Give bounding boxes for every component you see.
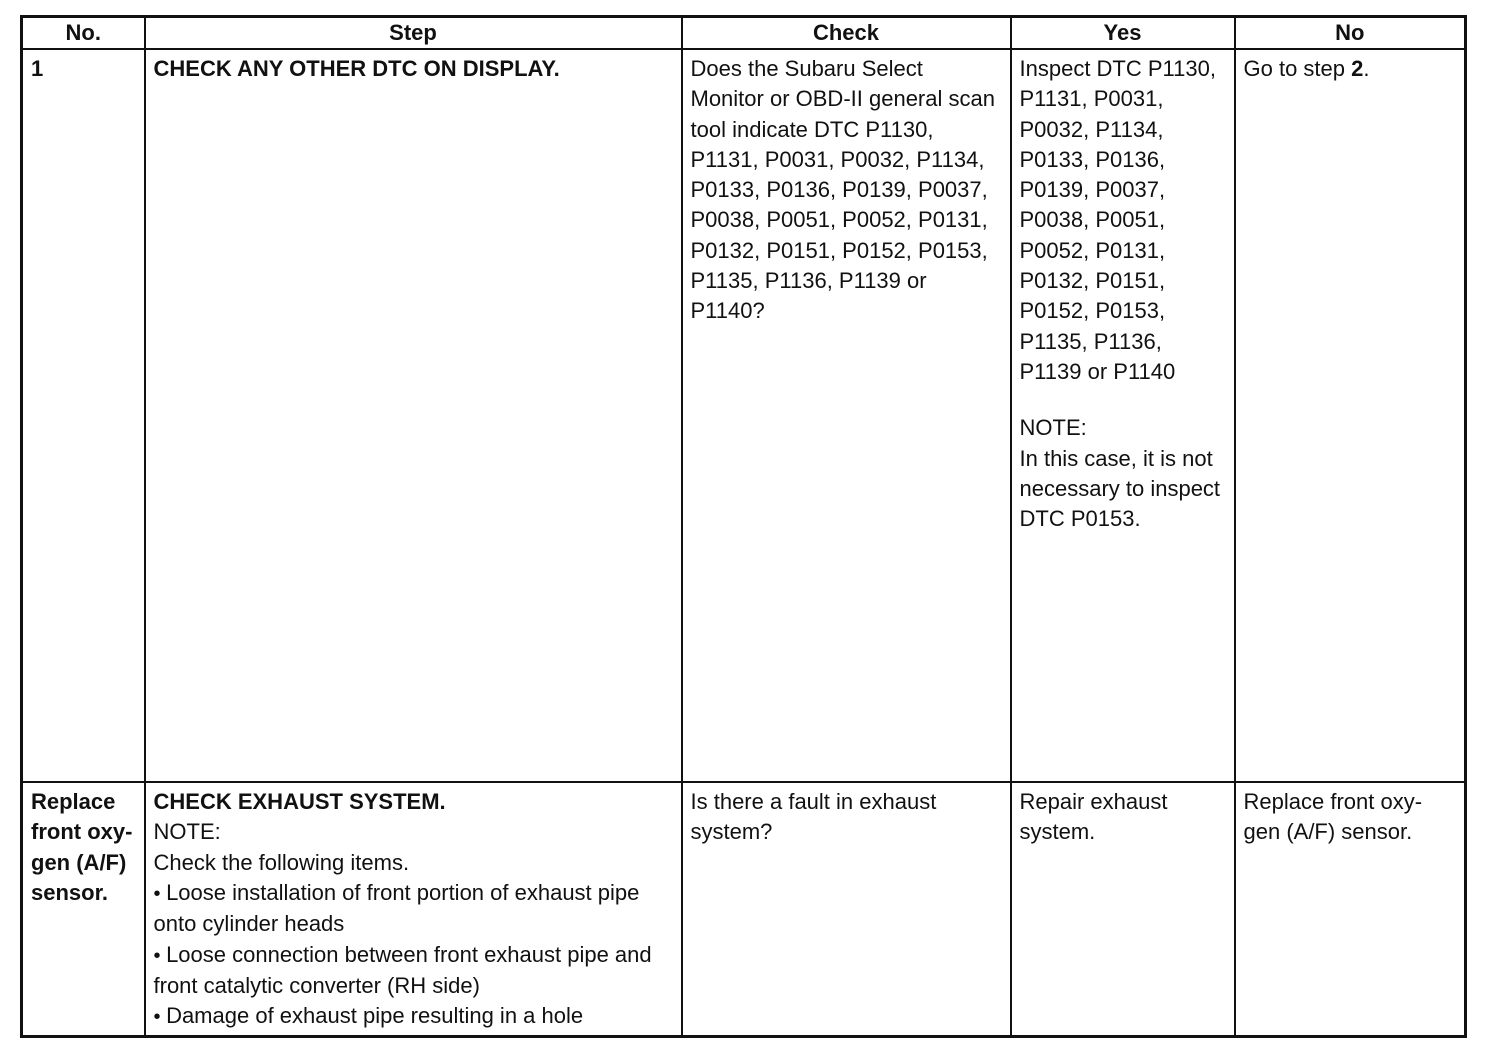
no-text-suffix: . — [1363, 56, 1370, 81]
row-number: Replace front oxy-gen (A/F) sensor. — [22, 782, 145, 1036]
yes-cell — [1011, 49, 1235, 782]
step-title: CHECK EXHAUST SYSTEM. — [153, 789, 446, 815]
note-label: NOTE: — [153, 819, 221, 845]
no-text-prefix: Go to step — [1243, 56, 1352, 81]
note-text: Check the following items. — [153, 849, 410, 875]
step-cell — [145, 782, 682, 1036]
header-yes: Yes — [1011, 17, 1235, 50]
check-cell: Is there a fault in exhaust system? — [682, 782, 1011, 1036]
note-label: NOTE: — [1019, 415, 1087, 441]
step-cell — [145, 49, 682, 782]
header-check: Check — [682, 17, 1011, 50]
yes-cell: Repair exhaust system. — [1011, 782, 1235, 1036]
note-text: In this case, it is not necessary to inspect DTC P0153. — [1019, 445, 1221, 532]
step-title: CHECK ANY OTHER DTC ON DISPLAY. — [153, 56, 560, 81]
header-no: No. — [22, 17, 145, 50]
header-step: Step — [145, 17, 682, 50]
yes-text: Inspect DTC P1130, P1131, P0031, P0032, P1134, P0133, P0136, P0139, P0037, P0038, P0051, P0052, P0131, P0132, P0151, P0152, P0153, P1135, P1136, P1139 or P1140 — [1019, 56, 1216, 384]
bullet-item: • Loose connection between front exhaust pipe and front catalytic converter (RH side) — [154, 940, 673, 1002]
no-cell — [1235, 49, 1466, 782]
table-row — [22, 782, 1466, 1036]
bullet-item: • Damage of exhaust pipe resulting in a hole — [154, 1001, 673, 1032]
step-reference: 2 — [1351, 56, 1364, 81]
row-number: 1 — [22, 49, 145, 782]
header-row — [22, 17, 1466, 50]
table-row — [22, 49, 1466, 782]
no-cell: Replace front oxy-gen (A/F) sensor. — [1235, 782, 1466, 1036]
header-no-result: No — [1235, 17, 1466, 50]
dtc-troubleshooting-table — [20, 15, 1467, 1038]
check-cell: Does the Subaru Select Monitor or OBD-II general scan tool indicate DTC P1130, P1131, P0031, P0032, P1134, P0133, P0136, P0139, P0037, P0038, P0051, P0052, P0131, P0132, P0151, P0152, P0153, P1135, P1136, P1139 or P1140? — [682, 49, 1011, 782]
spacer — [1020, 387, 1226, 413]
bullet-item: • Loose installation of front portion of exhaust pipe onto cylinder heads — [154, 878, 673, 940]
